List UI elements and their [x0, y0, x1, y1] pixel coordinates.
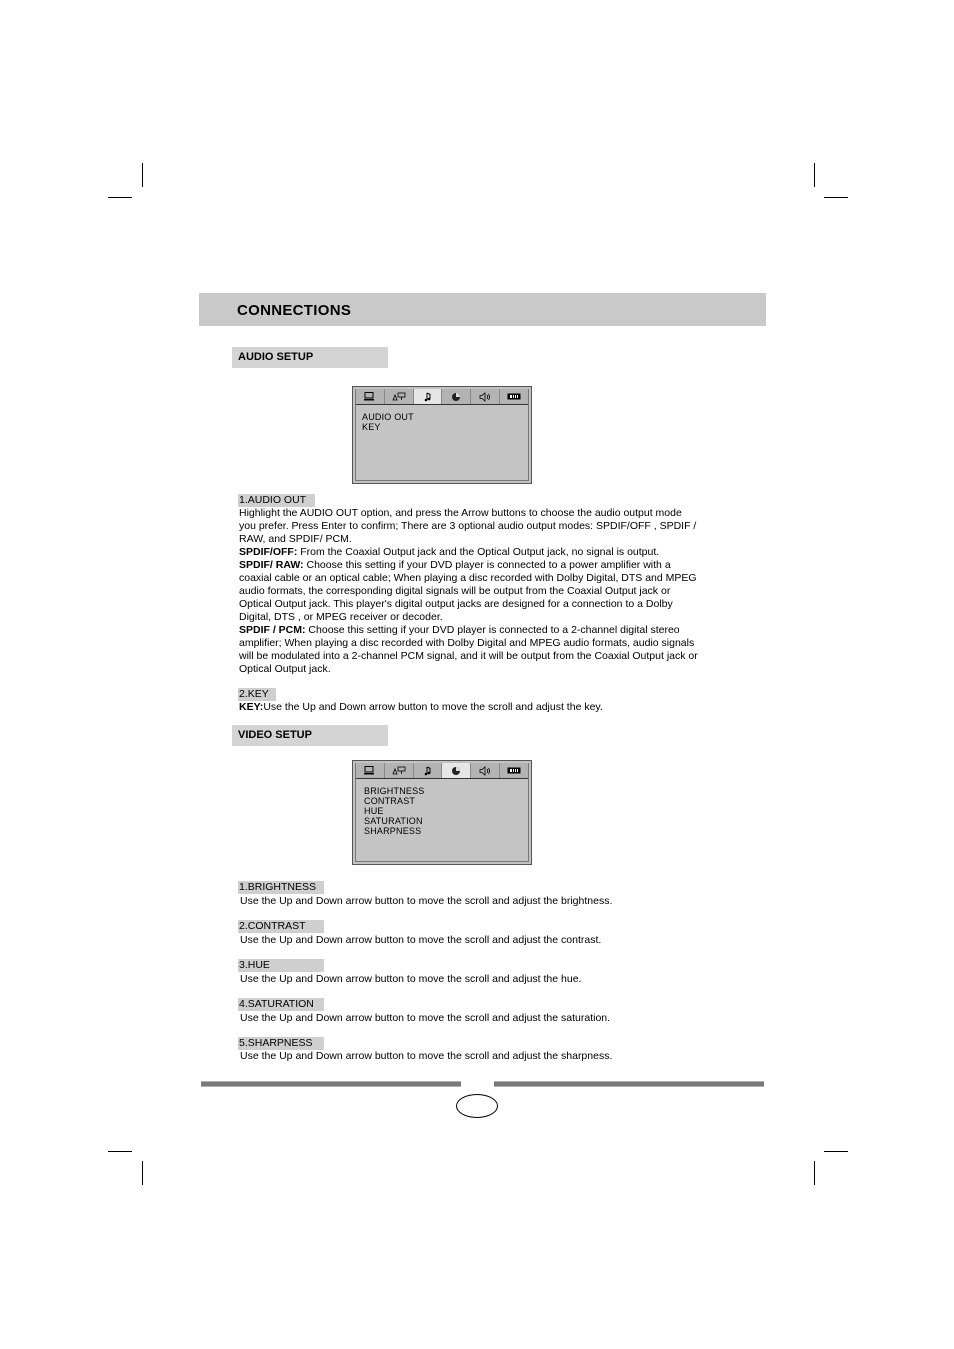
osd-menu-list [364, 786, 425, 836]
key-term: KEY: [239, 701, 264, 713]
spdif-pcm-term: SPDIF / PCM: [239, 624, 306, 636]
osd-menu-item-saturation[interactable]: SATURATION [364, 816, 423, 826]
spdif-raw-text: Choose this setting if your DVD player is connected to a power amplifier with a coaxial cable or an optical cable; When playing a disc recorded with Dolby Digital, DTS and MPEG audio formats, the corresponding digital signals will be output from the Coaxial Output jack or Optical Output jack. This player's digital output jacks are designed for a connection to a Dolby Digital, DTS , or MPEG receiver or decoder. [239, 559, 697, 623]
audio-out-label: 1.AUDIO OUT [238, 494, 315, 507]
spdif-raw-desc [239, 559, 699, 624]
key-text: Use the Up and Down arrow button to move the scroll and adjust the key. [263, 701, 603, 713]
footer-rule-left [201, 1081, 461, 1087]
osd-menu-item-brightness[interactable]: BRIGHTNESS [364, 786, 425, 796]
brightness-label: 1.BRIGHTNESS [238, 881, 324, 894]
osd-menu-item-audio-out[interactable]: AUDIO OUT [362, 412, 414, 422]
spdif-off-text: From the Coaxial Output jack and the Optical Output jack, no signal is output. [297, 546, 660, 558]
osd-tab-general[interactable] [356, 389, 385, 404]
osd-menu-item-hue[interactable]: HUE [364, 806, 384, 816]
audio-setup-heading: AUDIO SETUP [232, 347, 388, 368]
audio-out-intro: Highlight the AUDIO OUT option, and press the Arrow buttons to choose the audio output mode you prefer. Press Enter to confirm; There are 3 optional audio output modes: SPDIF/OFF , SPDIF / RAW, and SPDIF/ PCM. [239, 507, 697, 545]
osd-tab-exit[interactable] [500, 763, 528, 778]
osd-menu-list [362, 412, 414, 432]
spdif-off-desc [239, 546, 699, 559]
osd-tab-bar [356, 763, 528, 779]
contrast-label: 2.CONTRAST [238, 920, 324, 933]
osd-tab-bar [356, 389, 528, 405]
sharpness-label: 5.SHARPNESS [238, 1037, 324, 1050]
osd-menu-item-key[interactable]: KEY [362, 422, 381, 432]
saturation-text: Use the Up and Down arrow button to move the scroll and adjust the saturation. [240, 1012, 611, 1024]
osd-tab-speaker[interactable] [385, 389, 414, 404]
exit-icon [507, 393, 521, 400]
spdif-pcm-desc [239, 624, 699, 676]
spdif-pcm-text: Choose this setting if your DVD player is connected to a 2-channel digital stereo amplifier; When playing a disc recorded with Dolby Digital and MPEG audio formats, audio signals will be modulated into a 2-channel PCM signal, and it will be output from the Coaxial Output jack or Optical Output jack. [239, 624, 698, 675]
music-note-icon [424, 392, 432, 402]
audio-out-description [239, 507, 699, 676]
osd-tab-video[interactable] [442, 763, 471, 778]
crop-mark [108, 197, 132, 198]
monitor-icon [364, 766, 375, 775]
color-disc-icon [451, 766, 461, 776]
spdif-off-term: SPDIF/OFF: [239, 546, 298, 558]
footer-rule-right [494, 1081, 764, 1087]
hue-label: 3.HUE [238, 959, 324, 972]
speaker-display-icon [392, 392, 406, 401]
crop-mark [142, 1161, 143, 1185]
osd-tab-volume[interactable] [471, 389, 500, 404]
contrast-text: Use the Up and Down arrow button to move the scroll and adjust the contrast. [240, 934, 602, 946]
osd-tab-volume[interactable] [471, 763, 500, 778]
saturation-label: 4.SATURATION [238, 998, 324, 1011]
key-description [239, 701, 699, 714]
osd-tab-general[interactable] [356, 763, 385, 778]
crop-mark [814, 1161, 815, 1185]
header-banner [199, 293, 766, 326]
color-disc-icon [451, 392, 461, 402]
exit-icon [507, 767, 521, 774]
audio-setup-osd [352, 386, 532, 484]
volume-icon [479, 766, 491, 776]
monitor-icon [364, 392, 375, 401]
key-label: 2.KEY [238, 688, 276, 701]
crop-mark [824, 1151, 848, 1152]
speaker-display-icon [392, 766, 406, 775]
crop-mark [814, 163, 815, 187]
crop-mark [142, 163, 143, 187]
music-note-icon [424, 766, 432, 776]
spdif-raw-term: SPDIF/ RAW: [239, 559, 304, 571]
osd-tab-exit[interactable] [500, 389, 528, 404]
hue-text: Use the Up and Down arrow button to move the scroll and adjust the hue. [240, 973, 582, 985]
osd-menu-item-sharpness[interactable]: SHARPNESS [364, 826, 422, 836]
osd-menu-item-contrast[interactable]: CONTRAST [364, 796, 416, 806]
osd-tab-video[interactable] [442, 389, 471, 404]
video-setup-heading: VIDEO SETUP [232, 725, 388, 746]
page-number-oval [456, 1094, 498, 1118]
video-setup-osd [352, 760, 532, 865]
brightness-text: Use the Up and Down arrow button to move the scroll and adjust the brightness. [240, 895, 613, 907]
osd-tab-audio[interactable] [414, 763, 443, 778]
sharpness-text: Use the Up and Down arrow button to move the scroll and adjust the sharpness. [240, 1050, 613, 1062]
osd-tab-speaker[interactable] [385, 763, 414, 778]
crop-mark [824, 197, 848, 198]
osd-tab-audio[interactable] [414, 389, 443, 404]
crop-mark [108, 1151, 132, 1152]
volume-icon [479, 392, 491, 402]
page-title: CONNECTIONS [237, 302, 352, 319]
